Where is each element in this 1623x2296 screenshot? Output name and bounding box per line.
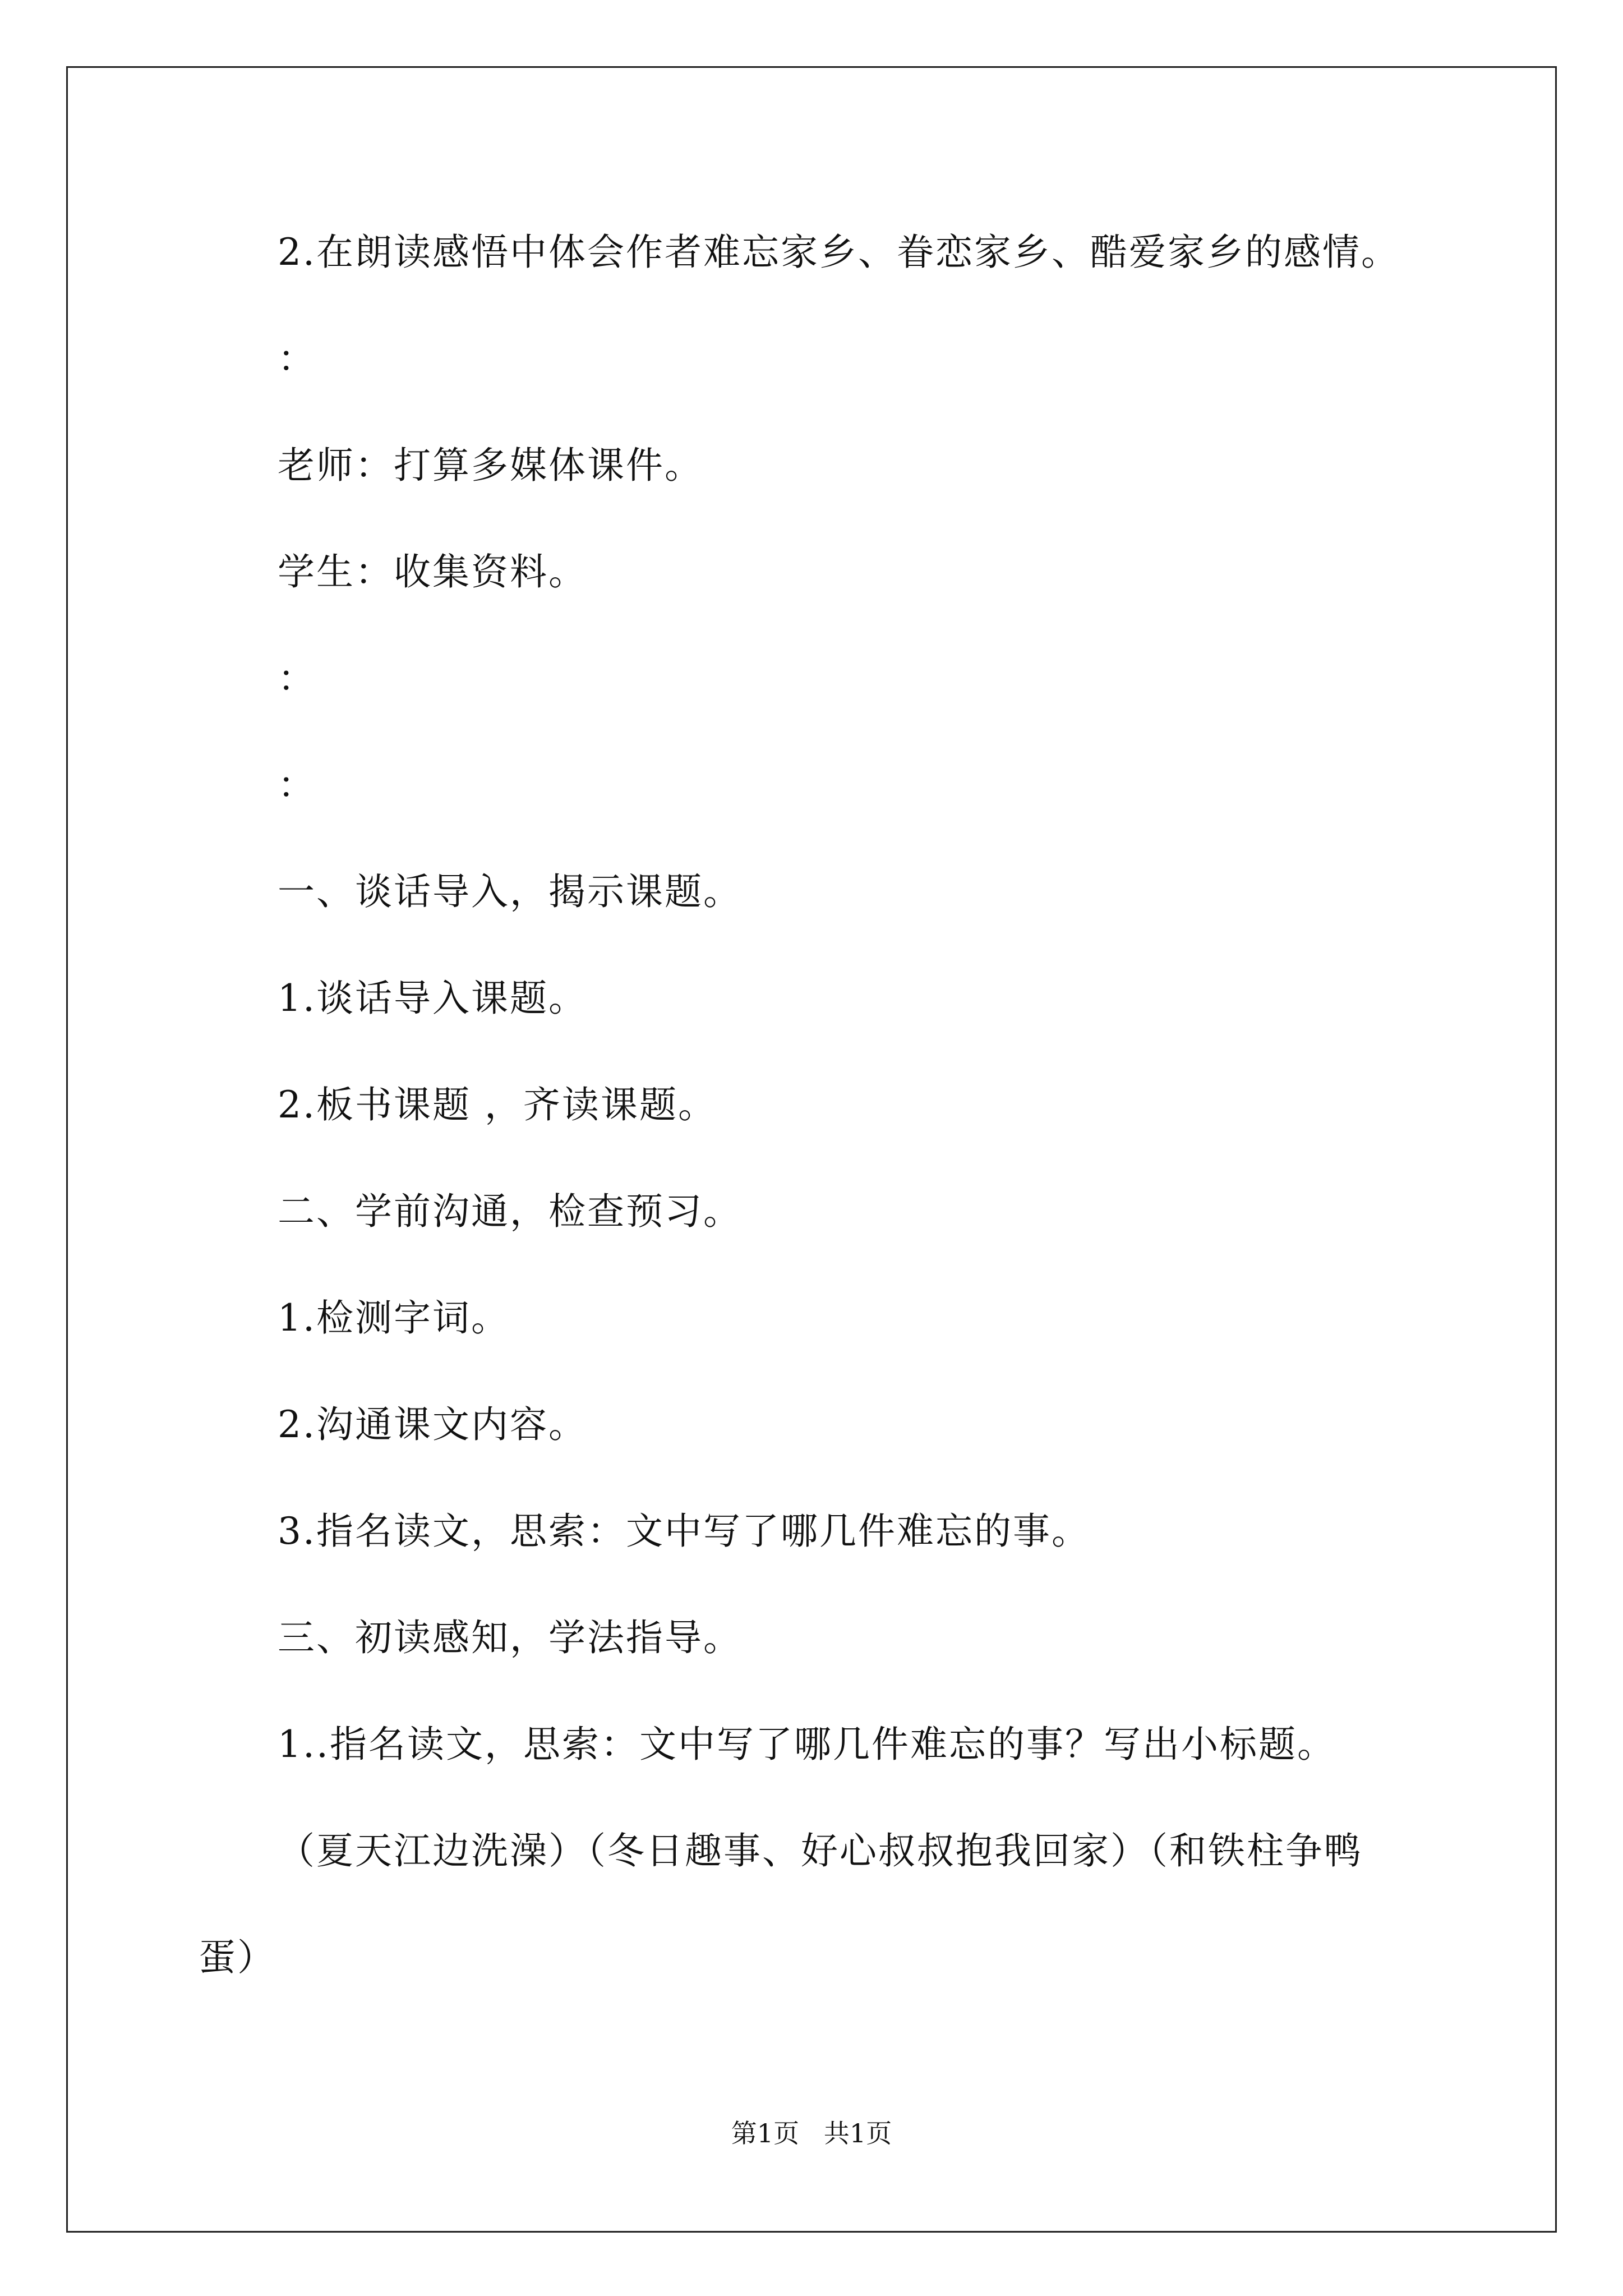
text-line: 2.沟通课文内容。 bbox=[278, 1403, 587, 1446]
text-line: 2.在朗读感悟中体会作者难忘家乡、眷恋家乡、酷爱家乡的感情。 bbox=[278, 231, 1400, 274]
text-line: 3.指名读文，思索：文中写了哪几件难忘的事。 bbox=[278, 1510, 1090, 1553]
text-line: ： bbox=[278, 763, 316, 807]
text-line: 2.板书课题 ，齐读课题。 bbox=[278, 1083, 717, 1126]
text-line: （夏天江边洗澡）（冬日趣事、好心叔叔抱我回家）（和铁柱争鸭 bbox=[278, 1829, 1363, 1872]
text-line: 1.检测字词。 bbox=[278, 1296, 510, 1340]
text-line: 1.谈话导入课题。 bbox=[278, 977, 587, 1020]
section-heading: 二、学前沟通，检查预习。 bbox=[278, 1190, 742, 1233]
page-border bbox=[66, 66, 1557, 2233]
text-line: 蛋） bbox=[199, 1936, 276, 1979]
text-line: 老师：打算多媒体课件。 bbox=[278, 444, 703, 487]
text-line: ： bbox=[278, 657, 316, 700]
text-line: 1..指名读文，思索：文中写了哪几件难忘的事？写出小标题。 bbox=[278, 1723, 1336, 1766]
section-heading: 一、谈话导入，揭示课题。 bbox=[278, 870, 742, 913]
text-line: ： bbox=[278, 337, 316, 380]
text-line: 学生：收集资料。 bbox=[278, 550, 587, 593]
page-footer: 第1页 共1页 bbox=[731, 2118, 892, 2148]
section-heading: 三、初读感知，学法指导。 bbox=[278, 1616, 742, 1659]
